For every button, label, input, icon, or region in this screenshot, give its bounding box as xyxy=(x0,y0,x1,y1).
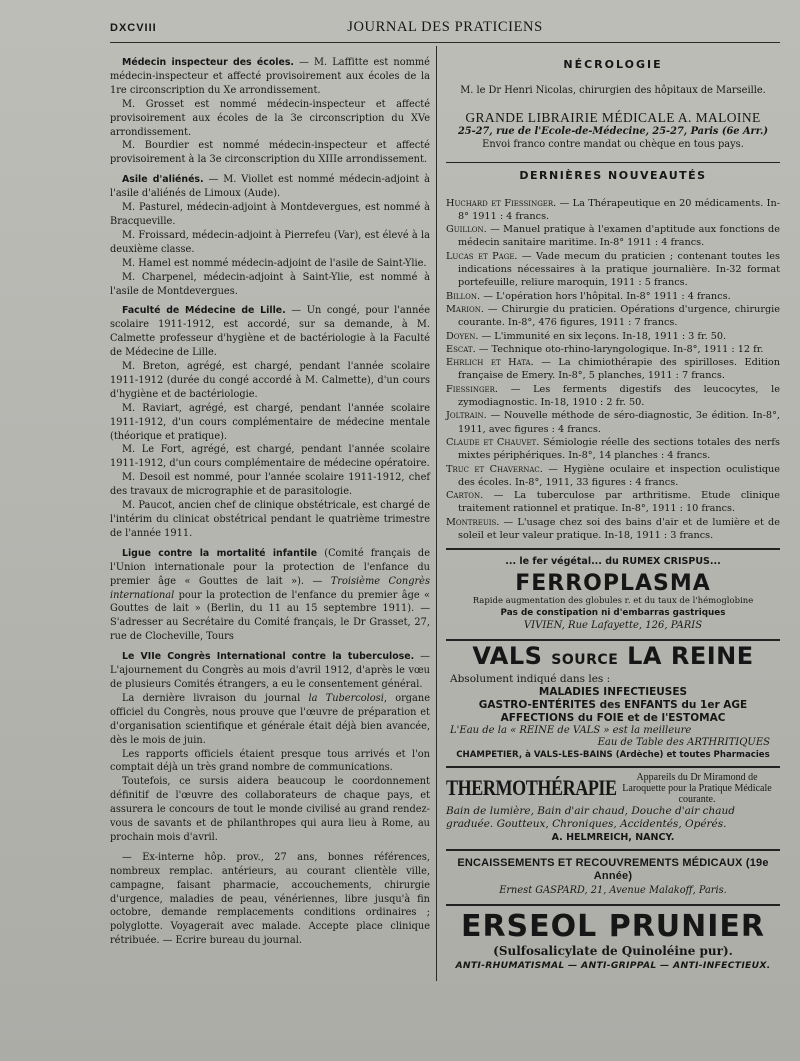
book-entry xyxy=(446,197,780,224)
book-description: — La tuberculose par arthritisme. Etude clinique traitement rationnel et pratique. In-8°, 1911 : 10 francs. xyxy=(458,490,780,515)
book-description: — Technique oto-rhino-laryngologique. In-8°, 1911 : 12 fr. xyxy=(475,343,764,355)
book-author: Fiessinger. xyxy=(446,383,499,395)
book-author: Montreuis. xyxy=(446,516,500,528)
thermotherapie-signature: A. HELMREICH, NANCY. xyxy=(551,831,675,843)
book-description: — Les ferments digestifs des leucocytes, le zymodiagnostic. In-18, 1910 : 2 fr. 50. xyxy=(458,383,780,409)
maloine-address: 25-27, rue de l'Ecole-de-Médecine, 25-27, Paris (6e Arr.) xyxy=(457,125,769,137)
book-entry xyxy=(446,489,780,516)
book-entry xyxy=(446,383,780,410)
book-description: — Nouvelle méthode de séro-diagnostic, 3e édition. In-8°, 1911, avec figures : 4 francs. xyxy=(458,410,780,435)
vals-line: GASTRO-ENTÉRITES des ENFANTS du 1er AGE xyxy=(478,698,748,711)
vals-line: Absolument indiqué dans les : xyxy=(450,672,611,685)
erseol-subtitle: (Sulfosalicylate de Quinoléine pur). xyxy=(493,943,733,958)
paragraph: M. Charpenel, médecin-adjoint à Saint-Ylie, est nommé à l'asile de Montdevergues. xyxy=(110,271,430,297)
paragraph: M. Pasturel, médecin-adjoint à Montdevergues, est nommé à Bracqueville. xyxy=(110,202,430,227)
book-description: — Manuel pratique à l'examen d'aptitude aux fonctions de médecin sanitaire maritime. In-8° 1911 : 4 francs. xyxy=(458,224,780,249)
erseol-tags: ANTI-RHUMATISMAL — ANTI-GRIPPAL — ANTI-INFECTIEUX. xyxy=(455,959,771,971)
thermotherapie-subtitle: Appareils du Dr Miramond de Laroquette pour la Pratique Médicale courante. xyxy=(622,771,772,805)
book-entry xyxy=(446,356,780,383)
book-list xyxy=(446,197,780,543)
book-entry xyxy=(446,223,780,250)
encaissements-title: ENCAISSEMENTS ET RECOUVREMENTS MÉDICAUX (19e Année) xyxy=(457,856,769,883)
section-heading: Faculté de Médecine de Lille. xyxy=(122,305,286,317)
latest-books-title: DERNIÈRES NOUVEAUTÉS xyxy=(446,162,780,183)
book-author: Billon. xyxy=(446,290,481,302)
necrology-text: M. le Dr Henri Nicolas, chirurgien des hôpitaux de Marseille. xyxy=(460,84,766,96)
book-description: Sémiologie réelle des sections totales des nerfs mixtes périphériques. In-8°, 14 planches : 4 francs. xyxy=(458,436,780,462)
book-description: — L'opération hors l'hôpital. In-8° 1911 : 4 francs. xyxy=(480,290,731,302)
book-author: Ehrlich et Hata. xyxy=(446,357,534,369)
ferroplasma-address: VIVIEN, Rue Lafayette, 126, PARIS xyxy=(523,619,703,631)
book-description: — La Thérapeutique en 20 médicaments. In-8° 1911 : 4 francs. xyxy=(458,197,780,222)
erseol-ad xyxy=(446,904,780,973)
running-title: JOURNAL DES PRATICIENS xyxy=(347,19,543,35)
page-folio: DXCVIII xyxy=(110,22,157,34)
maloine-shipping: Envoi franco contre mandat ou chèque en tous pays. xyxy=(482,139,744,151)
book-author: Carton. xyxy=(446,490,484,502)
book-description: — Vade mecum du praticien ; contenant toutes les indications nécessaires à la pratique journalière. In-32 format portefeuille, reliure maroquin, 1911 : 5 francs. xyxy=(458,250,780,289)
paragraph: Toutefois, ce sursis aidera beaucoup le coordonnement définitif de l'œuvre des collaborateurs de chaque pays, et assurera le concours de tout le monde civilisé au grand rendez-vous de savants et de philanthropes qui aura lieu à Rome, au prochain mois d'avril. xyxy=(110,776,430,843)
section-heading: Ligue contre la mortalité infantile xyxy=(122,547,318,559)
book-description: — L'immunité en six leçons. In-18, 1911 : 3 fr. 50. xyxy=(478,330,727,342)
section-heading: Asile d'aliénés. xyxy=(122,174,204,186)
book-entry xyxy=(446,436,780,463)
book-author: Joltrain. xyxy=(446,410,487,422)
vals-name: VALS SOURCE LA REINE xyxy=(472,641,754,670)
book-author: Claude et Chauvet. xyxy=(446,436,540,448)
page-header xyxy=(110,19,780,43)
paragraph: Asile d'aliénés. — M. Viollet est nommé médecin-adjoint à l'asile d'aliénés de Limoux (Aude). xyxy=(110,174,430,200)
vals-line: AFFECTIONS du FOIE et de l'ESTOMAC xyxy=(500,711,726,724)
ferroplasma-line: Pas de constipation ni d'embarras gastriques xyxy=(500,607,726,618)
book-description: — Chirurgie du praticien. Opérations d'urgence, chirurgie courante. In-8°, 476 figures, 1911 : 7 francs. xyxy=(458,303,780,329)
book-entry xyxy=(446,463,780,490)
thermotherapie-text: Bain de lumière, Bain d'air chaud, Douche d'air chaud graduée. Goutteux, Chroniques, Accidentés, Opérés. xyxy=(446,804,736,830)
ferroplasma-tagline: ... le fer végétal... du RUMEX CRISPUS... xyxy=(505,556,721,568)
ferroplasma-name: FERROPLASMA xyxy=(515,570,711,596)
book-entry xyxy=(446,303,780,330)
paragraph: M. Raviart, agrégé, est chargé, pendant l'année scolaire 1911-1912, d'un cours complémentaire de médecine mentale (théorique et pratique). xyxy=(110,402,430,442)
paragraph: M. Desoil est nommé, pour l'année scolaire 1911-1912, chef des travaux de micrographie et de parasitologie. xyxy=(110,472,430,498)
book-entry xyxy=(446,330,780,343)
paragraph: M. Le Fort, agrégé, est chargé, pendant l'année scolaire 1911-1912, d'un cours complémentaire de médecine opératoire. xyxy=(110,444,430,470)
encaissements-address: Ernest GASPARD, 21, Avenue Malakoff, Paris. xyxy=(499,885,727,897)
book-author: Escat. xyxy=(446,343,476,355)
encaissements-ad xyxy=(446,849,780,898)
book-author: Guillon. xyxy=(446,224,487,236)
vals-line: Eau de Table des ARTHRITIQUES xyxy=(597,736,770,748)
book-author: Marion. xyxy=(446,303,484,315)
book-entry xyxy=(446,343,780,356)
section-heading: Médecin inspecteur des écoles. xyxy=(122,57,294,68)
paragraph: La dernière livraison du journal la Tubercolosi, organe officiel du Congrès, nous prouve que l'œuvre de préparation et d'organisation scientifique et générale était déjà bien avancée, dès le mois de juin. xyxy=(110,692,431,746)
paragraph: M. Breton, agrégé, est chargé, pendant l'année scolaire 1911-1912 (durée du congé accordé à M. Calmette), d'un cours d'hygiène et de bactériologie. xyxy=(110,361,430,400)
paragraph: M. Paucot, ancien chef de clinique obstétricale, est chargé de l'intérim du clinicat obstétrical pendant le quatrième trimestre de l'année 1911. xyxy=(110,500,430,539)
book-entry xyxy=(446,290,780,303)
left-column xyxy=(110,56,430,948)
ferroplasma-line: Rapide augmentation des globules r. et du taux de l'hémoglobine xyxy=(472,595,754,606)
necrology-title: NÉCROLOGIE xyxy=(563,58,663,71)
paragraph: Le VIIe Congrès International contre la tuberculose. — L'ajournement du Congrès au mois d'avril 1912, d'après le vœu de plusieurs Comités étrangers, a eu le consentement général. xyxy=(110,651,430,690)
paragraph: M. Froissard, médecin-adjoint à Pierrefeu (Var), est élevé à la deuxième classe. xyxy=(110,229,430,255)
book-author: Truc et Chavernac. xyxy=(446,463,543,475)
maloine-name: GRANDE LIBRAIRIE MÉDICALE A. MALOINE xyxy=(465,110,761,126)
book-description: — L'usage chez soi des bains d'air et de lumière et de soleil et leur valeur pratique. In-18, 1911 : 3 francs. xyxy=(458,516,780,541)
column-rule xyxy=(436,46,437,981)
vals-line: MALADIES INFECTIEUSES xyxy=(538,685,688,698)
book-author: Lucas et Page. xyxy=(446,250,518,262)
book-entry xyxy=(446,409,780,436)
right-column xyxy=(446,52,780,973)
book-description: — Hygiène oculaire et inspection oculistique des écoles. In-8°, 1911, 33 figures : 4 francs. xyxy=(458,463,780,488)
paragraph: Médecin inspecteur des écoles. — M. Laffitte est nommé médecin-inspecteur et affecté provisoirement aux écoles de la 1re circonscription du Xe arrondissement. xyxy=(110,57,430,96)
paragraph: Ligue contre la mortalité infantile (Comité français de l'Union internationale pour la protection de l'enfance du premier âge « Gouttes de lait »). — Troisième Congrès international pour la protection de l'enfance du premier âge « Gouttes de lait » (Berlin, du 11 au 15 septembre 1911). — S'adresser au Secrétaire du Comité français, le Dr Grasset, 27, rue de Clocheville, Tours xyxy=(110,547,430,643)
vals-line: L'Eau de la « REINE de VALS » est la meilleure xyxy=(450,724,692,736)
vals-ad xyxy=(446,639,780,762)
book-entry xyxy=(446,516,780,543)
paragraph: Les rapports officiels étaient presque tous arrivés et l'on comptait déjà un très grand nombre de communications. xyxy=(110,748,430,774)
classified-ad: — Ex-interne hôp. prov., 27 ans, bonnes références, nombreux remplac. antérieurs, au courant clientèle ville, campagne, faisant pharmacie, accouchements, chirurgie d'urgence, maladies de peau, vénériennes, libre jusqu'à fin octobre, demande remplacements conditions ordinaires ; polyglotte. Voyagerait avec malade. Accepte place clinique rétribuée. — Ecrire bureau du journal. xyxy=(110,851,430,947)
paragraph: M. Grosset est nommé médecin-inspecteur et affecté provisoirement aux écoles de la 3e circonscription du XVe arrondissement. xyxy=(110,98,430,138)
book-author: Doyen. xyxy=(446,330,479,342)
section-heading: Le VIIe Congrès International contre la tuberculose. xyxy=(122,651,415,663)
paragraph: Faculté de Médecine de Lille. — Un congé, pour l'année scolaire 1911-1912, est accordé, sur sa demande, à M. Calmette professeur d'hygiène et de bactériologie à la Faculté de Médecine de Lille. xyxy=(110,305,430,359)
divider xyxy=(446,548,780,550)
thermotherapie-ad xyxy=(446,766,780,845)
paragraph: M. Bourdier est nommé médecin-inspecteur et affecté provisoirement à la 3e circonscription du XIIIe arrondissement. xyxy=(110,140,430,166)
ferroplasma-ad xyxy=(446,555,780,633)
book-description: — La chimiothérapie des spirilloses. Edition française de Emery. In-8°, 5 planches, 1911 : 7 francs. xyxy=(458,357,780,382)
maloine-ad xyxy=(446,111,780,152)
erseol-name: ERSEOL PRUNIER xyxy=(460,908,766,944)
thermotherapie-name: THERMOTHÉRAPIE xyxy=(446,775,617,801)
book-author: Huchard et Fiessinger. xyxy=(446,197,557,209)
paragraph: M. Hamel est nommé médecin-adjoint de l'asile de Saint-Ylie. xyxy=(122,257,427,269)
book-entry xyxy=(446,250,780,290)
vals-address: CHAMPETIER, à VALS-LES-BAINS (Ardèche) et toutes Pharmacies xyxy=(456,749,770,760)
